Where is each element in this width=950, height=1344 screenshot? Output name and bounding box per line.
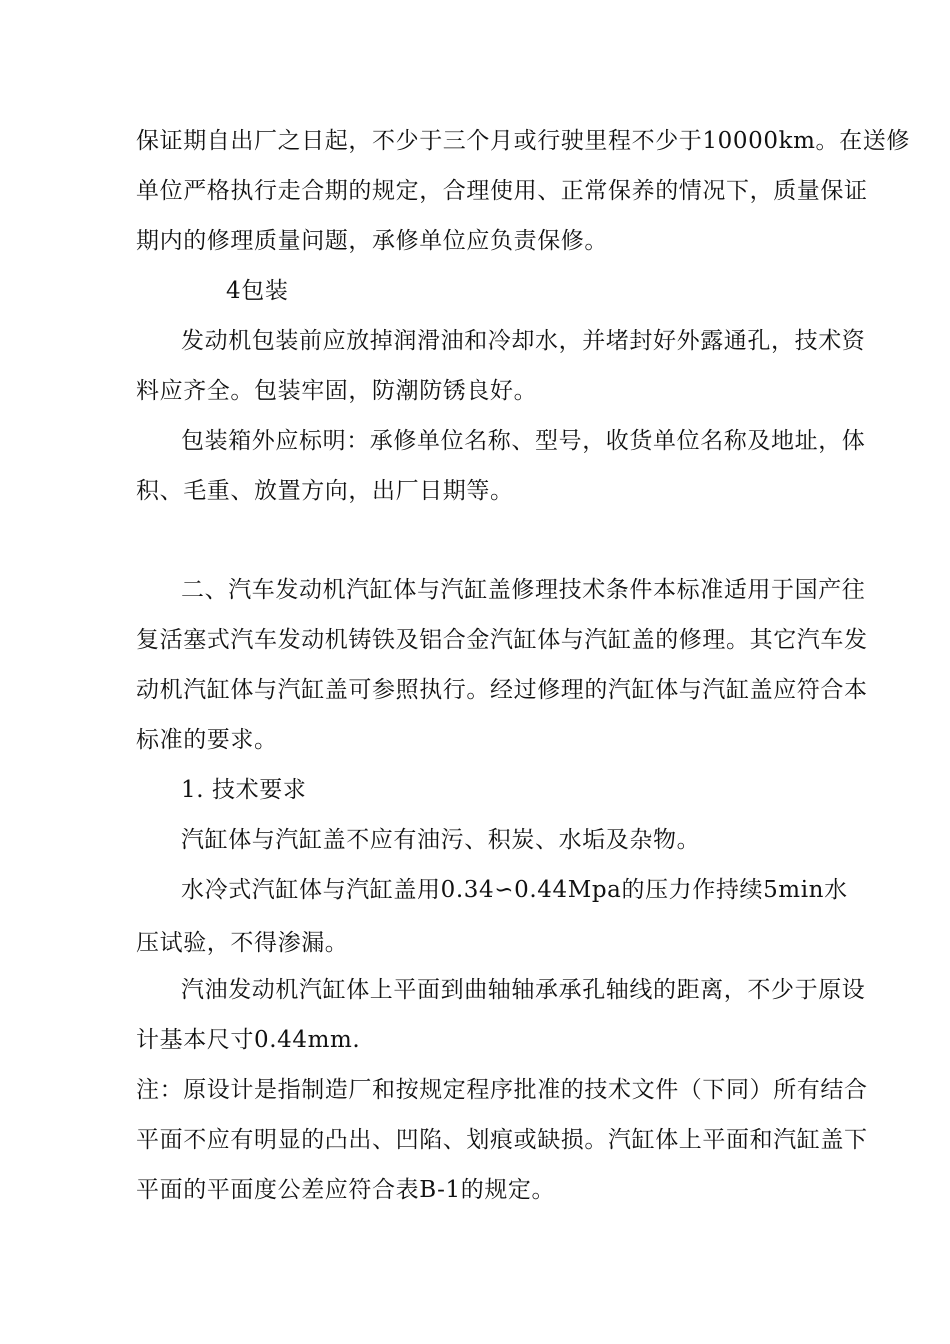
text-line: 积、毛重、放置方向，出厂日期等。 <box>136 478 514 504</box>
text-line: 期内的修理质量问题，承修单位应负责保修。 <box>136 228 608 254</box>
text-line: 汽油发动机汽缸体上平面到曲轴轴承承孔轴线的距离，不少于原设 <box>181 977 866 1003</box>
note-line: 注：原设计是指制造厂和按规定程序批准的技术文件（下同）所有结合 <box>136 1077 868 1103</box>
section-heading: 4包装 <box>226 278 289 304</box>
section-heading: 1. 技术要求 <box>181 777 307 803</box>
text-line: 保证期自出厂之日起，不少于三个月或行驶里程不少于10000km。在送修 <box>136 128 910 154</box>
text-line: 平面的平面度公差应符合表B-1的规定。 <box>136 1177 556 1203</box>
text-line: 二、汽车发动机汽缸体与汽缸盖修理技术条件本标准适用于国产往 <box>181 577 866 603</box>
text-line: 复活塞式汽车发动机铸铁及铝合金汽缸体与汽缸盖的修理。其它汽车发 <box>136 627 868 653</box>
text-line: 压试验，不得渗漏。 <box>136 930 349 956</box>
text-line: 料应齐全。包装牢固，防潮防锈良好。 <box>136 378 538 404</box>
text-line: 发动机包装前应放掉润滑油和冷却水，并堵封好外露通孔，技术资 <box>181 328 866 354</box>
text-line: 水冷式汽缸体与汽缸盖用0.34∽0.44Mpa的压力作持续5min水 <box>181 877 848 903</box>
text-line: 动机汽缸体与汽缸盖可参照执行。经过修理的汽缸体与汽缸盖应符合本 <box>136 677 868 703</box>
text-line: 计基本尺寸0.44mm. <box>136 1027 361 1053</box>
text-line: 包装箱外应标明：承修单位名称、型号，收货单位名称及地址，体 <box>181 428 866 454</box>
text-line: 标准的要求。 <box>136 727 278 753</box>
text-line: 单位严格执行走合期的规定，合理使用、正常保养的情况下，质量保证 <box>136 178 868 204</box>
text-line: 汽缸体与汽缸盖不应有油污、积炭、水垢及杂物。 <box>181 827 701 853</box>
text-line: 平面不应有明显的凸出、凹陷、划痕或缺损。汽缸体上平面和汽缸盖下 <box>136 1127 868 1153</box>
